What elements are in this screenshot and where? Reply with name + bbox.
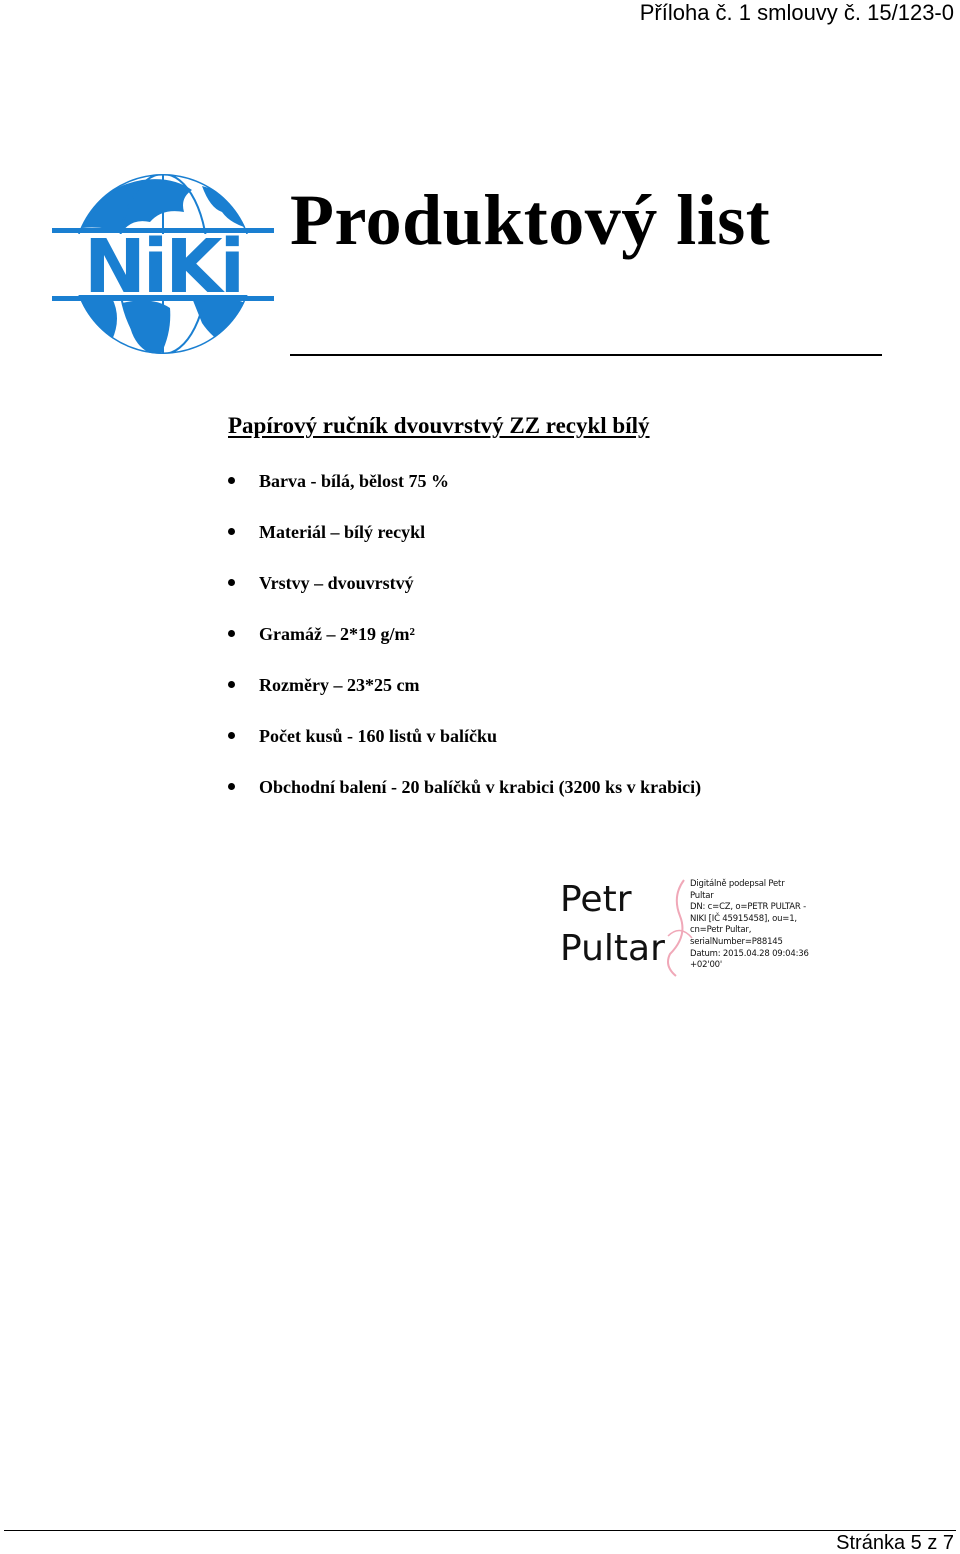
spec-item-dimensions [228, 670, 701, 721]
spec-text: Rozměry – 23*25 cm [259, 675, 420, 695]
signer-first-name: Petr [560, 879, 632, 920]
spec-item-color [228, 466, 701, 517]
spec-text: Barva - bílá, bělost 75 % [259, 471, 450, 491]
signature-details [690, 879, 826, 972]
bullet-icon [228, 579, 235, 586]
signature-detail-line: cn=Petr Pultar, [690, 925, 752, 936]
spec-item-layers [228, 568, 701, 619]
bullet-icon [228, 528, 235, 535]
signature-detail-line: NIKI [IČ 45915458], ou=1, [690, 913, 797, 924]
spec-text: Materiál – bílý recykl [259, 522, 426, 542]
spec-item-grammage [228, 619, 701, 670]
bullet-icon [228, 681, 235, 688]
footer-divider [4, 1530, 956, 1531]
page-number: Stránka 5 z 7 [836, 1532, 954, 1554]
document-title: Produktový list [290, 180, 771, 260]
bullet-icon [228, 630, 235, 637]
signature-detail-line: Digitálně podepsal Petr [690, 879, 785, 889]
niki-logo [52, 168, 274, 360]
spec-text: Vrstvy – dvouvrstvý [259, 573, 414, 593]
digital-signature [558, 876, 828, 982]
signature-detail-line: +02'00' [690, 960, 723, 971]
bullet-icon [228, 732, 235, 739]
spec-item-packaging [228, 772, 701, 823]
spec-text: Gramáž – 2*19 g/m² [259, 624, 415, 644]
bullet-icon [228, 783, 235, 790]
globe-logo-icon [52, 168, 274, 360]
signature-detail-line: Datum: 2015.04.28 09:04:36 [690, 948, 809, 959]
signature-detail-line: Pultar [690, 890, 714, 901]
spec-text: Obchodní balení - 20 balíčků v krabici (3200 ks v krabici) [259, 777, 702, 797]
logo-wordmark: NiKi [83, 224, 243, 310]
signature-detail-line: DN: c=CZ, o=PETR PULTAR - [690, 902, 806, 913]
spec-list [228, 466, 701, 823]
signer-last-name: Pultar [560, 928, 665, 969]
spec-item-count [228, 721, 701, 772]
attachment-note: Příloha č. 1 smlouvy č. 15/123-0 [639, 0, 954, 25]
title-divider [290, 354, 882, 356]
product-name: Papírový ručník dvouvrstvý ZZ recykl bílý [228, 413, 650, 438]
spec-text: Počet kusů - 160 listů v balíčku [259, 726, 498, 746]
spec-item-material [228, 517, 701, 568]
bullet-icon [228, 477, 235, 484]
signature-detail-line: serialNumber=P88145 [690, 936, 783, 947]
